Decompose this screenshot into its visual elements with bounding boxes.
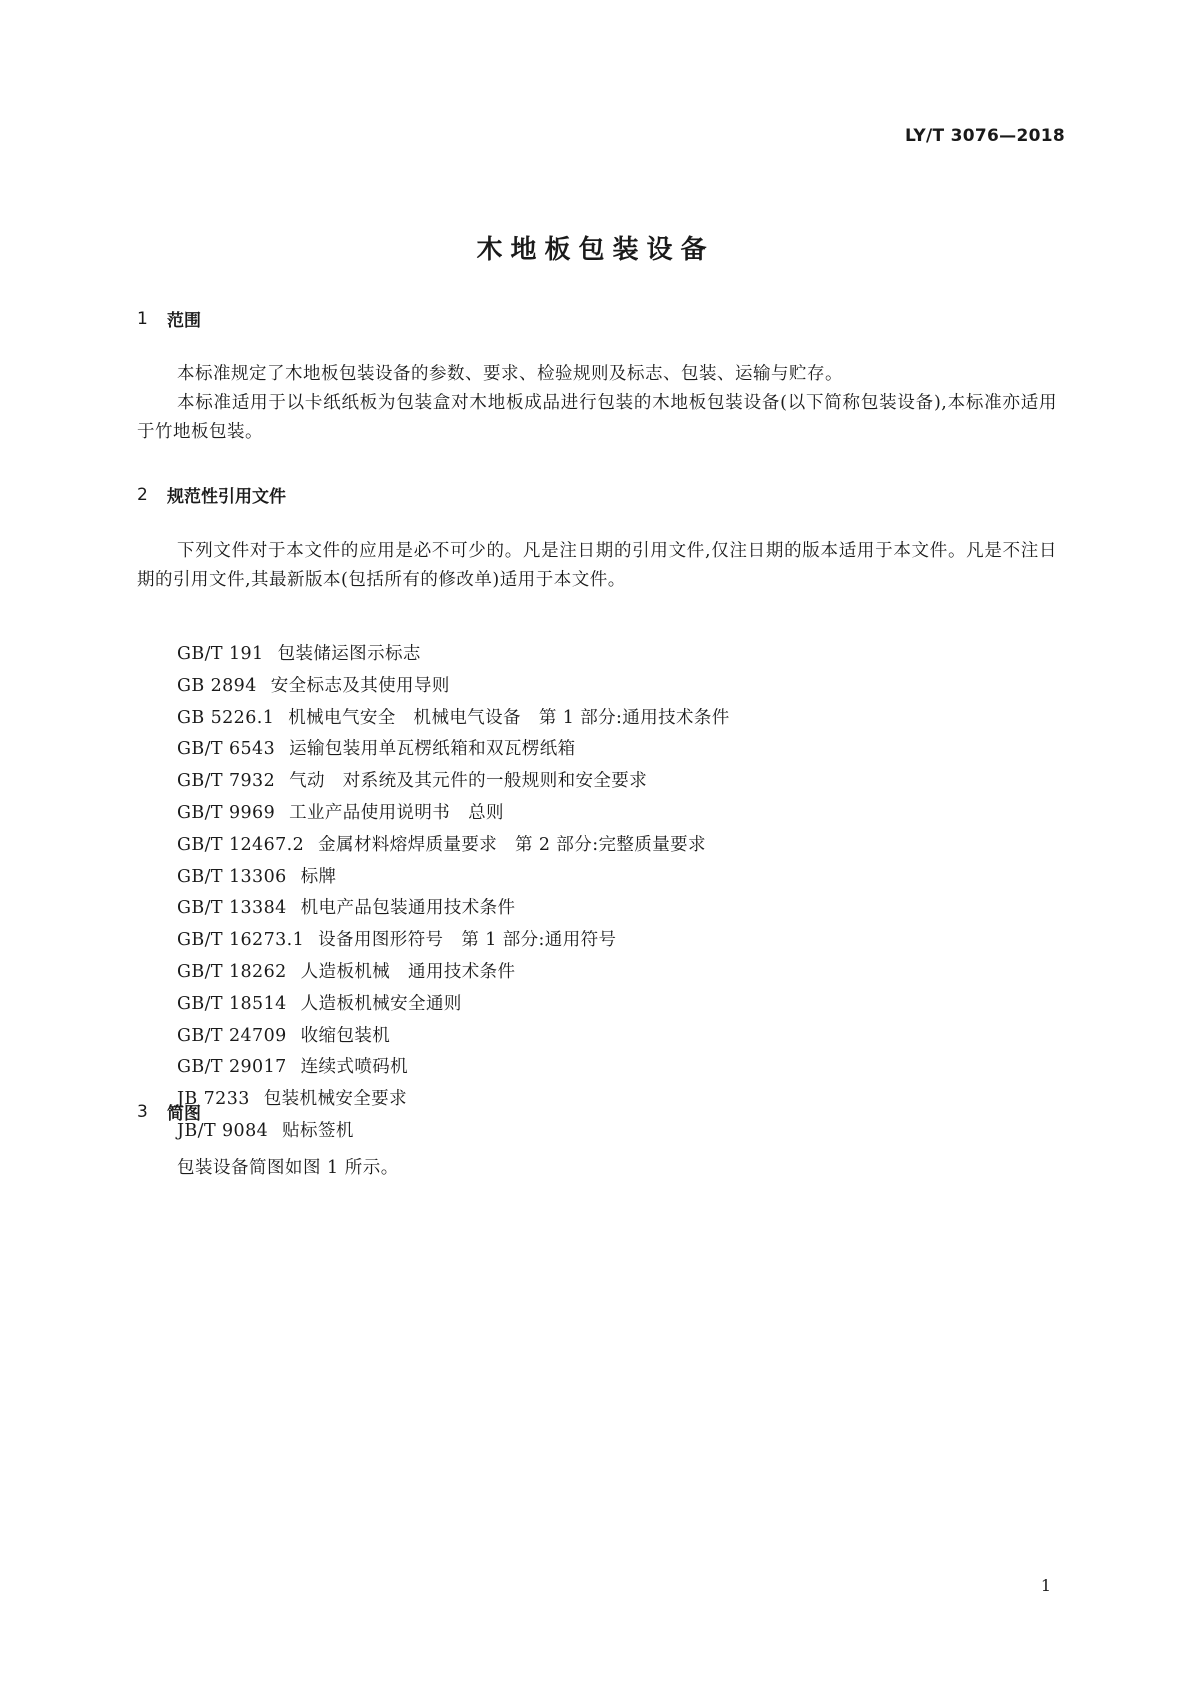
reference-item: [177, 798, 730, 830]
document-title: 木地板包装设备: [476, 235, 715, 265]
reference-item: [177, 639, 730, 671]
reference-item: [177, 703, 730, 735]
reference-item: [177, 989, 730, 1021]
reference-item: [177, 893, 730, 925]
reference-title: 工业产品使用说明书 总则: [289, 802, 504, 823]
reference-item: [177, 830, 730, 862]
reference-item: [177, 957, 730, 989]
reference-item: [177, 862, 730, 894]
reference-title: 人造板机械 通用技术条件: [300, 961, 516, 982]
reference-list: [177, 639, 730, 1148]
reference-item: [177, 1052, 730, 1084]
document-code: LY/T 3076—2018: [904, 126, 1065, 146]
diagram-paragraph: 包装设备简图如图 1 所示。: [177, 1158, 399, 1178]
reference-code: GB 2894: [177, 675, 257, 696]
reference-code: GB/T 9969: [177, 802, 276, 823]
scope-paragraph-1: 本标准规定了木地板包装设备的参数、要求、检验规则及标志、包装、运输与贮存。: [177, 364, 843, 384]
section-title: 简图: [167, 1104, 201, 1124]
reference-item: [177, 1021, 730, 1053]
reference-code: GB/T 18514: [177, 993, 287, 1014]
reference-title: 金属材料熔焊质量要求 第 2 部分:完整质量要求: [318, 834, 706, 855]
reference-title: 人造板机械安全通则: [300, 993, 462, 1014]
reference-code: GB 5226.1: [177, 707, 275, 728]
reference-item: [177, 925, 730, 957]
reference-code: GB/T 12467.2: [177, 834, 305, 855]
normative-references-intro: 下列文件对于本文件的应用是必不可少的。凡是注日期的引用文件,仅注日期的版本适用于本文件。凡是不注日期的引用文件,其最新版本(包括所有的修改单)适用于本文件。: [137, 541, 1057, 590]
section-1-heading: [137, 306, 201, 331]
reference-title: 运输包装用单瓦楞纸箱和双瓦楞纸箱: [289, 739, 576, 760]
reference-item: [177, 766, 730, 798]
reference-code: GB/T 13384: [177, 898, 287, 919]
reference-title: 贴标签机: [282, 1120, 354, 1141]
section-number: 1: [137, 308, 148, 329]
page-number: 1: [1040, 1576, 1051, 1595]
section-2-heading: [137, 482, 286, 507]
reference-item: [177, 671, 730, 703]
reference-code: GB/T 6543: [177, 739, 276, 760]
section-title: 规范性引用文件: [167, 487, 286, 507]
scope-paragraph-2: 本标准适用于以卡纸纸板为包装盒对木地板成品进行包装的木地板包装设备(以下简称包装设备),本标准亦适用于竹地板包装。: [137, 393, 1057, 442]
reference-item: [177, 1084, 730, 1116]
reference-title: 标牌: [300, 866, 337, 887]
reference-code: JB 7233: [177, 1089, 250, 1110]
reference-code: GB/T 18262: [177, 961, 287, 982]
section-3-heading: [137, 1099, 201, 1124]
reference-code: GB/T 24709: [177, 1025, 287, 1046]
reference-code: GB/T 13306: [177, 866, 287, 887]
reference-title: 机械电气安全 机械电气设备 第 1 部分:通用技术条件: [288, 707, 730, 728]
section-title: 范围: [167, 311, 201, 331]
reference-title: 机电产品包装通用技术条件: [300, 898, 516, 919]
reference-item: [177, 1116, 730, 1148]
reference-code: GB/T 16273.1: [177, 930, 305, 951]
reference-title: 安全标志及其使用导则: [270, 675, 450, 696]
reference-title: 收缩包装机: [300, 1025, 391, 1046]
reference-title: 气动 对系统及其元件的一般规则和安全要求: [289, 771, 648, 792]
reference-item: [177, 734, 730, 766]
section-number: 3: [137, 1101, 148, 1122]
reference-title: 连续式喷码机: [300, 1057, 409, 1078]
reference-code: GB/T 29017: [177, 1057, 287, 1078]
reference-code: GB/T 7932: [177, 771, 276, 792]
reference-title: 包装储运图示标志: [277, 644, 421, 664]
reference-code: GB/T 191: [177, 644, 264, 664]
reference-title: 设备用图形符号 第 1 部分:通用符号: [318, 930, 617, 951]
reference-title: 包装机械安全要求: [263, 1089, 407, 1110]
section-number: 2: [137, 484, 148, 505]
reference-code: JB/T 9084: [177, 1120, 269, 1141]
